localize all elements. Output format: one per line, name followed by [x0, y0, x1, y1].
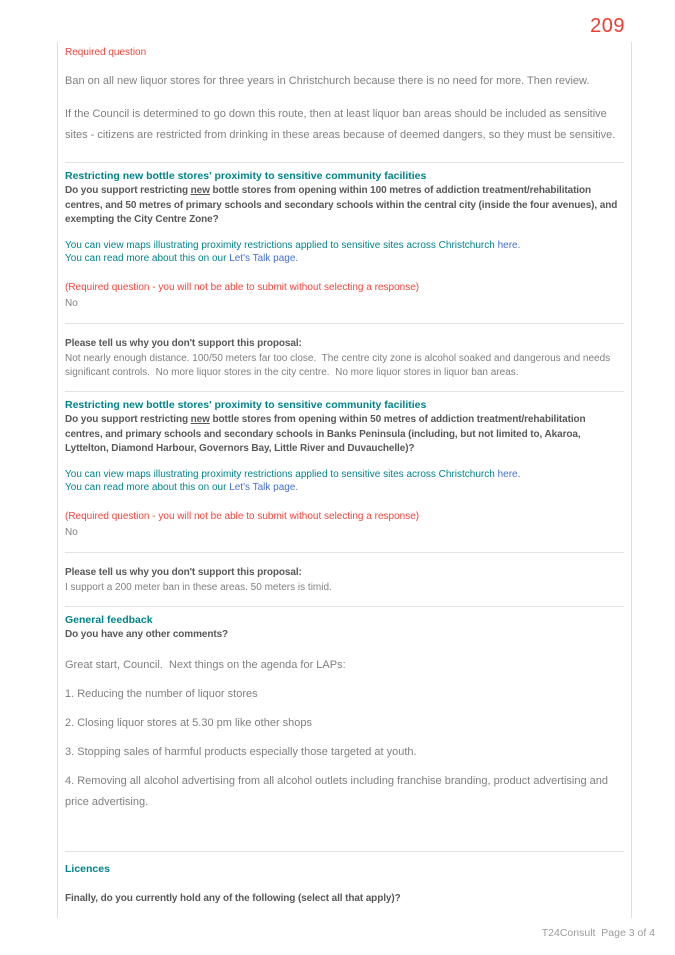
comment-paragraph: Great start, Council. Next things on the agenda for LAPs:: [65, 658, 346, 671]
question-2-prefix: Do you support restricting: [65, 414, 191, 425]
here-link[interactable]: here.: [497, 468, 521, 480]
general-feedback-question: Do you have any other comments?: [65, 629, 229, 640]
followup-2-answer: I support a 200 meter ban in these areas. 50 meters is timid.: [65, 582, 332, 593]
answer-1: No: [65, 297, 78, 309]
section-divider: [65, 323, 624, 324]
question-1-prefix: Do you support restricting: [65, 185, 191, 196]
talk-link-line-2: [65, 481, 624, 495]
maps-link-line-1: [65, 239, 624, 253]
followup-2-label: Please tell us why you don't support this proposal:: [65, 566, 302, 578]
response-paragraph-2: If the Council is determined to go down this route, then at least liquor ban areas should be included as sensitive sites - citizens are restricted from drinking in these areas because of deemed dangers, so they must be sensitive.: [65, 108, 616, 141]
lets-talk-link[interactable]: Let's Talk page.: [229, 482, 299, 493]
spacer: [65, 813, 624, 851]
maps-link-line-2: [65, 468, 624, 482]
required-note-1: (Required question - you will not be able to submit without selecting a response): [65, 281, 420, 293]
required-question-label: Required question: [65, 47, 147, 58]
maps-link-prefix: You can view maps illustrating proximity restrictions applied to sensitive sites across Christchurch: [65, 468, 498, 480]
licences-heading: Licences: [65, 862, 110, 875]
question-1-text: [65, 184, 624, 228]
question-2-text: [65, 413, 624, 457]
here-link[interactable]: here.: [497, 239, 521, 251]
section-divider: [65, 391, 624, 392]
lets-talk-link[interactable]: Let's Talk page.: [229, 253, 299, 264]
comment-paragraph: 2. Closing liquor stores at 5.30 pm like other shops: [65, 716, 313, 729]
question-2-underlined-word: new: [190, 414, 210, 425]
response-paragraph-1: Ban on all new liquor stores for three years in Christchurch because there is no need for more. Then review.: [65, 75, 590, 87]
answer-2: No: [65, 526, 78, 538]
comment-paragraph: 1. Reducing the number of liquor stores: [65, 687, 258, 700]
talk-link-prefix: You can read more about this on our: [65, 253, 230, 264]
section-divider: [65, 851, 624, 852]
question-1-underlined-word: new: [190, 185, 210, 196]
licences-question: Finally, do you currently hold any of the following (select all that apply)?: [65, 892, 401, 904]
response-box: [57, 42, 632, 918]
section-divider: [65, 552, 624, 553]
section-divider: [65, 162, 624, 163]
talk-link-prefix: You can read more about this on our: [65, 482, 230, 493]
required-note-2: (Required question - you will not be able to submit without selecting a response): [65, 510, 420, 522]
maps-link-prefix: You can view maps illustrating proximity restrictions applied to sensitive sites across Christchurch: [65, 239, 498, 251]
comment-paragraph: 3. Stopping sales of harmful products especially those targeted at youth.: [65, 745, 417, 758]
question-1-heading: Restricting new bottle stores' proximity to sensitive community facilities: [65, 170, 427, 182]
talk-link-line-1: [65, 252, 624, 266]
section-divider: [65, 606, 624, 607]
question-1-rest: bottle stores from opening within 100 metres of addiction treatment/rehabilitation centres, and 50 metres of primary schools and secondary schools within the central city (inside the four avenues), and exempting the City Centre Zone?: [65, 185, 618, 225]
page-footer: T24Consult Page 3 of 4: [541, 927, 655, 939]
page-number: 209: [590, 15, 625, 37]
question-2-heading: Restricting new bottle stores' proximity to sensitive community facilities: [65, 399, 427, 411]
general-feedback-heading: General feedback: [65, 614, 153, 626]
followup-1-label: Please tell us why you don't support this proposal:: [65, 337, 302, 349]
question-2-rest: bottle stores from opening within 50 metres of addiction treatment/rehabilitation centres, and primary schools and secondary schools in Banks Peninsula (including, but not limited to, Akaroa, Lyttelton, Diamond Harbour, Governors Bay, Little River and Duvauchelle)?: [65, 414, 586, 454]
comment-paragraph: 4. Removing all alcohol advertising from all alcohol outlets including franchise branding, product advertising and price advertising.: [65, 774, 612, 808]
followup-1-answer: Not nearly enough distance. 100/50 meters far too close. The centre city zone is alcohol soaked and dangerous and needs significant controls. No more liquor stores in the city centre. No more liquor stores in liquor ban areas.: [65, 353, 613, 378]
